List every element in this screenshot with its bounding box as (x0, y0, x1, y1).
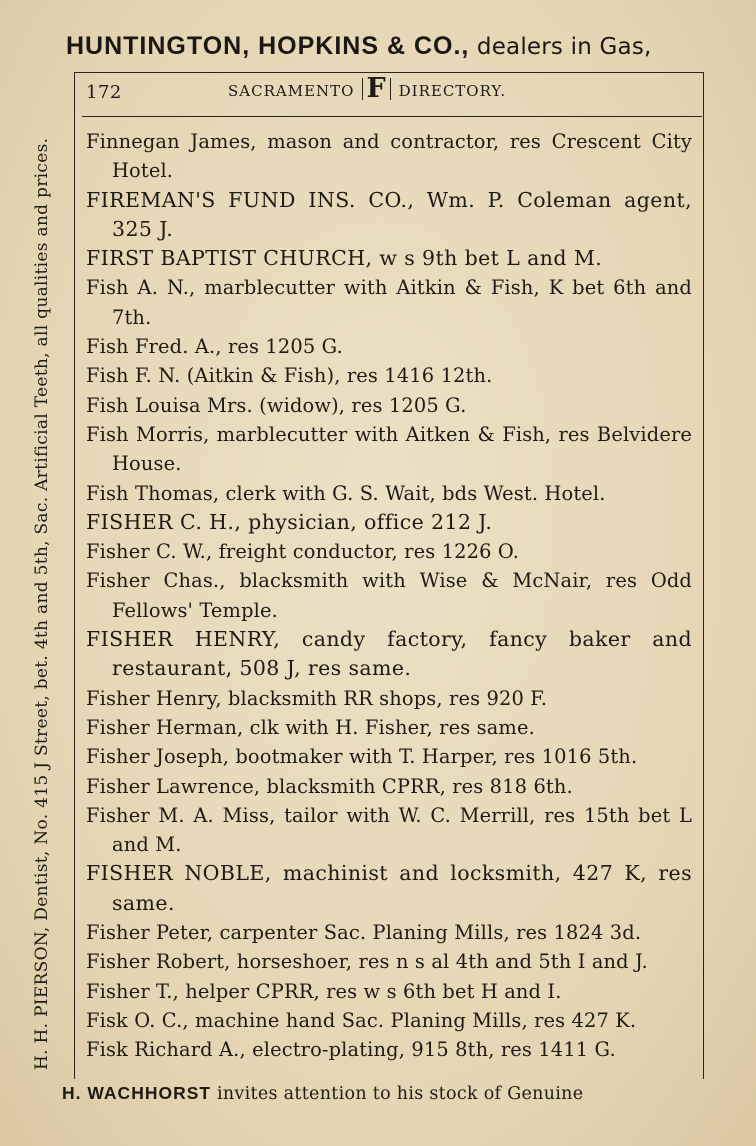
top-advertisement-banner (66, 32, 746, 61)
directory-entry: Fisher T., helper CPRR, res w s 6th bet H and I. (86, 979, 562, 1003)
bottom-banner-text: invites attention to his stock of Genuine (216, 1084, 584, 1104)
directory-entry: Fisk Richard A., electro-plating, 915 8th, res 1411 G. (86, 1038, 616, 1062)
directory-entry: Fish Fred. A., res 1205 G. (86, 335, 343, 359)
side-advertisement: H. H. PIERSON, Dentist, No. 415 J Street, bet. 4th and 5th, Sac. Artificial Teeth, all qualities and prices. (32, 137, 52, 1070)
directory-entry: Fish Louisa Mrs. (widow), res 1205 G. (86, 393, 467, 417)
directory-entry: FISHER C. H., physician, office 212 J. (86, 509, 493, 534)
header-rule (82, 116, 702, 117)
directory-entries (86, 127, 692, 1065)
bottom-advertisement-banner (62, 1083, 722, 1104)
directory-entry: Fisher Joseph, bootmaker with T. Harper, res 1016 5th. (86, 745, 638, 769)
directory-entry: Fisher Lawrence, blacksmith CPRR, res 818 6th. (86, 774, 573, 798)
directory-entry: FIRST BAPTIST CHURCH, w s 9th bet L and M. (86, 246, 603, 271)
directory-entry: FISHER NOBLE, machinist and locksmith, 427 K, res same. (86, 861, 692, 915)
top-banner-text: dealers in Gas, (476, 34, 652, 60)
directory-entry: Fish F. N. (Aitkin & Fish), res 1416 12th. (86, 364, 493, 388)
directory-entry: FISHER HENRY, candy factory, fancy baker and restaurant, 508 J, res same. (86, 627, 692, 681)
page-number: 172 (86, 82, 122, 103)
running-head-left: SACRAMENTO (228, 82, 355, 100)
directory-entry: Fisher C. W., freight conductor, res 1226 O. (86, 540, 520, 564)
directory-entry: FIREMAN'S FUND INS. CO., Wm. P. Coleman agent, 325 J. (86, 187, 692, 241)
running-head (228, 73, 507, 104)
directory-entry: Fisher Robert, horseshoer, res n s al 4th and 5th I and J. (86, 950, 648, 974)
directory-entry: Fisher Herman, clk with H. Fisher, res same. (86, 715, 535, 739)
running-head-right: DIRECTORY. (398, 82, 507, 100)
directory-entry: Fish Thomas, clerk with G. S. Wait, bds West. Hotel. (86, 481, 606, 505)
directory-entry: Fisher Peter, carpenter Sac. Planing Mills, res 1824 3d. (86, 921, 642, 945)
section-letter: F (362, 78, 390, 100)
directory-entry: Fish A. N., marblecutter with Aitkin & Fish, K bet 6th and 7th. (86, 276, 692, 329)
directory-entry: Fisk O. C., machine hand Sac. Planing Mills, res 427 K. (86, 1008, 637, 1032)
directory-entry: Fisher Chas., blacksmith with Wise & McNair, res Odd Fellows' Temple. (86, 569, 692, 622)
bottom-banner-firm: H. WACHHORST (62, 1083, 212, 1103)
directory-entry: Fisher Henry, blacksmith RR shops, res 920 F. (86, 686, 548, 710)
directory-entry: Finnegan James, mason and contractor, res Crescent City Hotel. (86, 130, 692, 183)
directory-entry: Fish Morris, marblecutter with Aitken & Fish, res Belvidere House. (86, 422, 692, 476)
directory-entry: Fisher M. A. Miss, tailor with W. C. Merrill, res 15th bet L and M. (86, 803, 692, 857)
top-banner-firm: HUNTINGTON, HOPKINS & CO., (66, 32, 470, 60)
